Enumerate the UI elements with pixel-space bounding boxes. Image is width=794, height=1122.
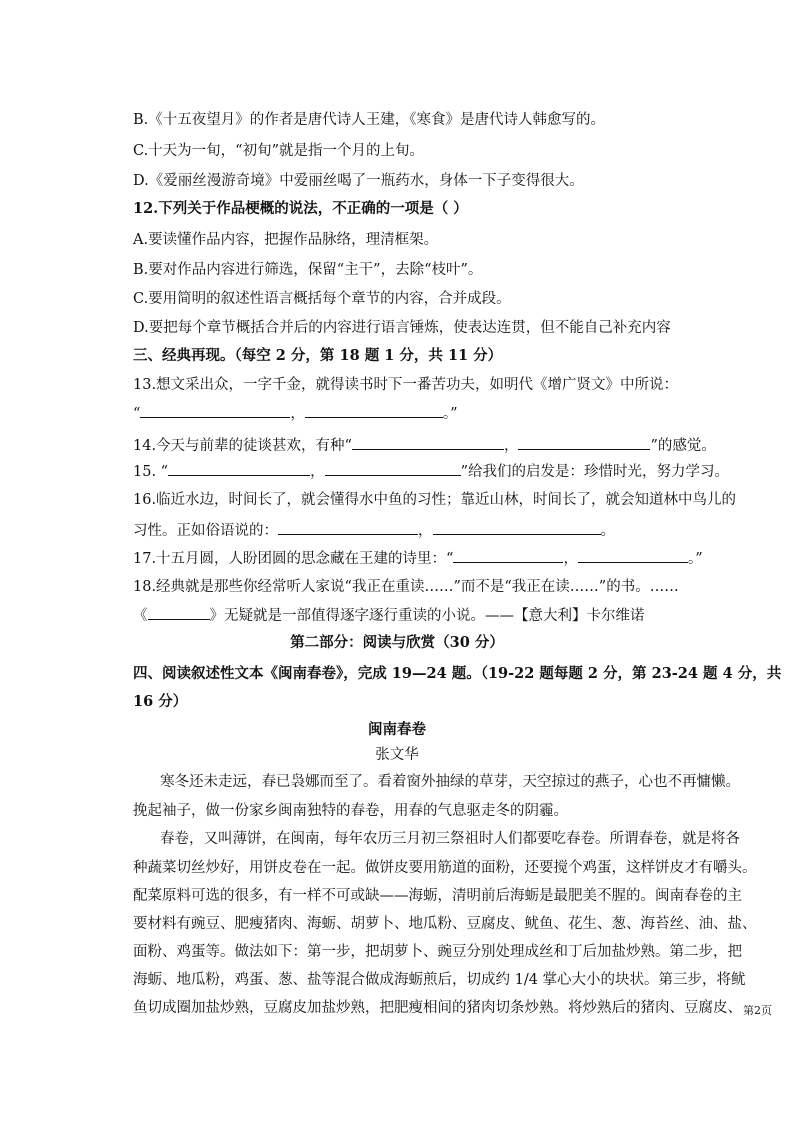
- q12-option-a: A.要读懂作品内容，把握作品脉络，理清框架。: [133, 232, 439, 248]
- q15-blank-1[interactable]: [168, 461, 310, 476]
- q13-blank-1[interactable]: [140, 403, 290, 418]
- q14-line: 14.今天与前辈的徒谈甚欢，有种“ ， ”的感觉。: [133, 435, 716, 456]
- q15-blank-2[interactable]: [325, 461, 461, 476]
- q11-option-b: B.《十五夜望月》的作者是唐代诗人王建，《寒食》是唐代诗人韩愈写的。: [133, 112, 606, 128]
- article-line: 要材料有豌豆、肥瘦猪肉、海蛎、胡萝卜、地瓜粉、豆腐皮、鱿鱼、花生、葱、海苔丝、油、盐、: [133, 916, 757, 932]
- q17-line: 17.十五月圆，人盼团圆的思念藏在王建的诗里：“ ， 。”: [133, 548, 703, 569]
- q12-option-b: B.要对作品内容进行筛选，保留“主干”，去除“枝叶”。: [133, 262, 483, 278]
- q11-option-c: C.十天为一旬，“初旬”就是指一个月的上旬。: [133, 143, 425, 159]
- q13-blank-2[interactable]: [305, 403, 443, 418]
- q13-answer-line: “ ， 。”: [133, 403, 458, 424]
- article-line: 春卷，又叫薄饼，在闽南，每年农历三月初三祭祖时人们都要吃春卷。所谓春卷，就是将各: [160, 831, 740, 847]
- q11-option-d: D.《爱丽丝漫游奇境》中爱丽丝喝了一瓶药水，身体一下子变得很大。: [133, 173, 584, 189]
- article-line: 海蛎、地瓜粉，鸡蛋、葱、盐等混合做成海蛎煎后，切成约 1/4 掌心大小的块状。第三步，将鱿: [133, 972, 746, 988]
- q14-blank-1[interactable]: [352, 435, 504, 450]
- q16-line-2: 习性。正如俗语说的： ， 。: [133, 520, 615, 541]
- q16-line-1: 16.临近水边，时间长了，就会懂得水中鱼的习性；靠近山林，时间长了，就会知道林中鸟儿的: [133, 492, 737, 508]
- article-title: 闽南春卷: [368, 721, 426, 738]
- section4-title-line-1: 四、阅读叙述性文本《闽南春卷》，完成 19—24 题。（19-22 题每题 2 分，第 23-24 题 4 分，共: [133, 665, 782, 682]
- section3-title: 三、经典再现。（每空 2 分，第 18 题 1 分，共 11 分）: [133, 347, 503, 364]
- q18-blank[interactable]: [148, 605, 210, 620]
- section4-title-line-2: 16 分）: [133, 693, 188, 710]
- part2-title: 第二部分：阅读与欣赏（30 分）: [290, 634, 504, 651]
- article-line: 种蔬菜切丝炒好，用饼皮卷在一起。做饼皮要用筋道的面粉，还要搅个鸡蛋，这样饼皮才有嚼头。: [133, 860, 757, 876]
- article-author: 张文华: [375, 747, 419, 763]
- q14-blank-2[interactable]: [518, 435, 650, 450]
- q17-blank-2[interactable]: [578, 548, 688, 563]
- q18-line-1: 18.经典就是那些你经常听人家说“我正在重读……”而不是“我正在读……”的书。……: [133, 579, 679, 595]
- page-number: 第2页: [743, 1004, 772, 1017]
- q12-stem: 12.下列关于作品梗概的说法，不正确的一项是（ ）: [133, 200, 468, 217]
- article-line: 挽起袖子，做一份家乡闽南独特的春卷，用春的气息驱走冬的阴霾。: [133, 803, 568, 819]
- q15-line: 15. “ ， ”给我们的启发是：珍惜时光，努力学习。: [133, 461, 729, 482]
- q16-blank-2[interactable]: [433, 520, 601, 535]
- article-line: 鱼切成圈加盐炒熟，豆腐皮加盐炒熟，把肥瘦相间的猪肉切条炒熟。将炒熟后的猪肉、豆腐皮、: [133, 1000, 742, 1016]
- q16-blank-1[interactable]: [278, 520, 418, 535]
- article-line: 面粉、鸡蛋等。做法如下：第一步，把胡萝卜、豌豆分别处理成丝和丁后加盐炒熟。第二步，把: [133, 944, 742, 960]
- article-line: 配菜原料可选的很多，有一样不可或缺——海蛎，清明前后海蛎是最肥美不腥的。闽南春卷的主: [133, 888, 742, 904]
- q12-option-c: C.要用简明的叙述性语言概括每个章节的内容，合并成段。: [133, 291, 511, 307]
- article-line: 寒冬还未走远，春已袅娜而至了。看着窗外抽绿的草芽，天空掠过的燕子，心也不再慵懒。: [160, 774, 740, 790]
- q18-line-2: 《 》无疑就是一部值得逐字逐行重读的小说。——【意大利】卡尔维诺: [133, 605, 645, 626]
- q13-stem: 13.想文采出众，一字千金，就得读书时下一番苦功夫，如明代《增广贤文》中所说：: [133, 377, 679, 393]
- q12-option-d: D.要把每个章节概括合并后的内容进行语言锤炼，使表达连贯，但不能自己补充内容: [133, 320, 671, 336]
- q17-blank-1[interactable]: [453, 548, 563, 563]
